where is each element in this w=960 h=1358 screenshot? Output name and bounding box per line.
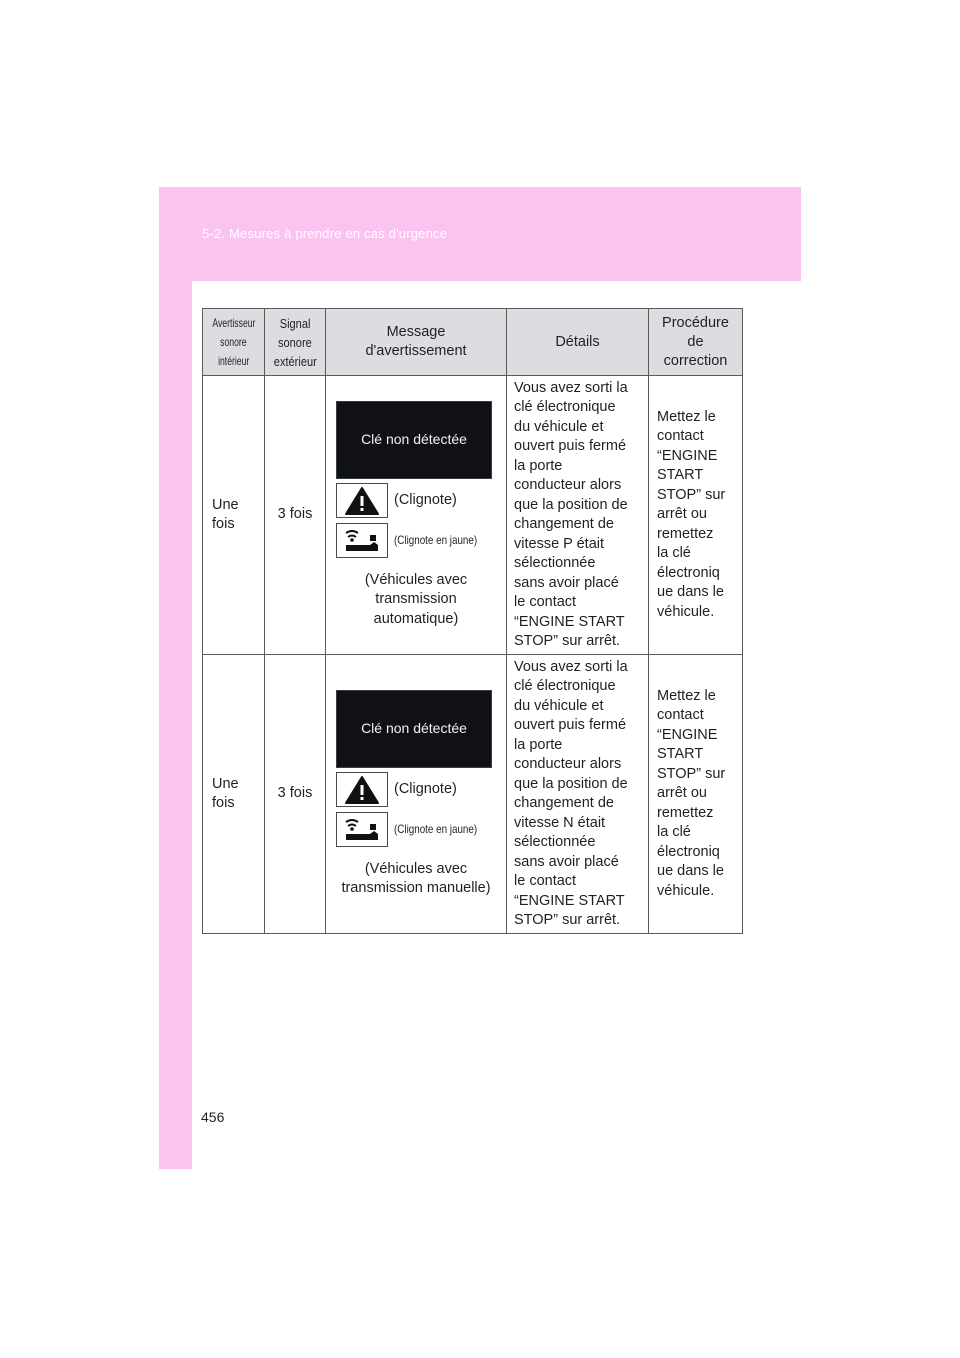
side-strip [159, 281, 192, 1169]
page-number: 456 [201, 1109, 225, 1125]
cell-message [326, 655, 507, 934]
screen-message: Clé non détectée [361, 719, 467, 736]
yellow-indicator-row [336, 812, 506, 848]
flash-label: (Clignote) [394, 492, 457, 508]
cell-interior: Une fois [203, 655, 265, 934]
col-header-exterior-buzzer: Signal sonore extérieur [265, 309, 326, 376]
flash-label: (Clignote) [394, 780, 457, 797]
screen-message: Clé non détectée [361, 431, 467, 447]
cell-correction: Mettez le contact “ENGINE START STOP” sur arrêt ou remettez la clé électroniq ue dans le véhicule. [649, 376, 743, 655]
display-screen [336, 690, 492, 768]
warning-table [202, 308, 743, 934]
cell-exterior: 3 fois [265, 655, 326, 934]
table-header-row [203, 309, 743, 376]
col-header-correction: Procédure de correction [649, 309, 743, 376]
col-header-interior-buzzer: Avertisseur sonore intérieur [203, 309, 265, 376]
col-header-details: Détails [507, 309, 649, 376]
flash-yellow-label: (Clignote en jaune) [394, 533, 478, 547]
table-row [203, 376, 743, 655]
cell-details: Vous avez sorti la clé électronique du véhicule et ouvert puis fermé la porte conducteur alors que la position de changement de vitesse N était sélectionnée sans avoir placé le contact “ENGINE START STOP” sur arrêt. [507, 655, 649, 934]
cell-interior: Une fois [203, 376, 265, 655]
cell-correction: Mettez le contact “ENGINE START STOP” sur arrêt ou remettez la clé électroniq ue dans le véhicule. [649, 655, 743, 934]
vehicle-note: (Véhicules avec transmission automatique) [364, 571, 468, 627]
cell-details: Vous avez sorti la clé électronique du véhicule et ouvert puis fermé la porte conducteur alors que la position de changement de vitesse P était sélectionnée sans avoir placé le contact “ENGINE START STOP” sur arrêt. [507, 376, 649, 655]
flash-indicator-row [336, 772, 506, 808]
cell-exterior: 3 fois [265, 376, 326, 655]
key-not-detected-icon [336, 523, 388, 558]
section-title: 5-2. Mesures à prendre en cas d'urgence [202, 226, 448, 241]
cell-message [326, 376, 507, 655]
display-screen [336, 401, 492, 479]
warning-triangle-icon [336, 772, 388, 807]
table-row [203, 655, 743, 934]
flash-indicator-row [336, 483, 506, 519]
warning-triangle-icon [336, 483, 388, 518]
flash-yellow-label: (Clignote en jaune) [394, 821, 478, 836]
key-not-detected-icon [336, 812, 388, 847]
vehicle-note: (Véhicules avec transmission manuelle) [341, 860, 491, 896]
yellow-indicator-row [336, 523, 506, 559]
col-header-message: Message d'avertissement [326, 309, 507, 376]
